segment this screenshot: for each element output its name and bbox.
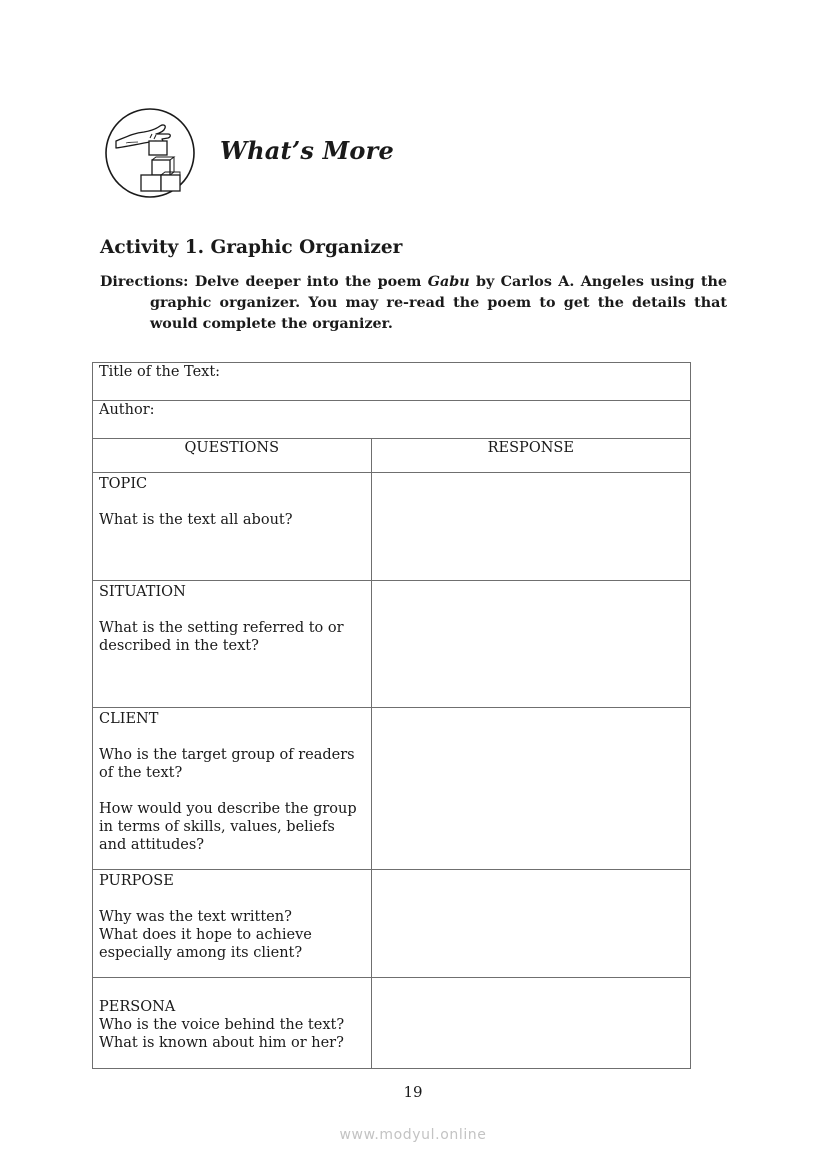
row-label-persona: PERSONA: [99, 999, 176, 1015]
question-cell-topic: [93, 473, 372, 581]
table-row-persona: [93, 978, 691, 1069]
author-row: [93, 401, 691, 439]
header-row: [93, 439, 691, 473]
questions-header: QUESTIONS: [93, 439, 372, 473]
response-cell-situation[interactable]: [371, 581, 690, 708]
question-cell-client: [93, 708, 372, 870]
question-cell-purpose: [93, 870, 372, 978]
hand-stacking-blocks-icon: [104, 107, 196, 199]
question-cell-situation: [93, 581, 372, 708]
poem-title: Gabu: [427, 274, 470, 290]
directions-lead: Directions: Delve deeper into the poem: [100, 274, 428, 290]
table-row-situation: [93, 581, 691, 708]
response-cell-purpose[interactable]: [371, 870, 690, 978]
page-number: 19: [403, 1083, 423, 1101]
row-label-topic: TOPIC: [99, 476, 148, 492]
question-client-2: How would you describe the group in terms of skills, values, beliefs and attitudes?: [99, 801, 357, 853]
response-cell-client[interactable]: [371, 708, 690, 870]
response-cell-persona[interactable]: [371, 978, 690, 1069]
row-label-purpose: PURPOSE: [99, 873, 174, 889]
question-topic-1: What is the text all about?: [99, 512, 293, 528]
row-label-client: CLIENT: [99, 711, 159, 727]
title-of-text-cell[interactable]: Title of the Text:: [93, 363, 691, 401]
question-cell-persona: [93, 978, 372, 1069]
graphic-organizer-table: [92, 362, 691, 1069]
directions: [100, 272, 727, 335]
question-purpose-2: What does it hope to achieve especially among its client?: [99, 927, 312, 961]
directions-rest: by Carlos A. Angeles using the graphic organizer. You may re-read the poem to get the details that would complete the organizer.: [150, 274, 728, 332]
response-cell-topic[interactable]: [371, 473, 690, 581]
question-client-1: Who is the target group of readers of the text?: [99, 747, 355, 781]
row-label-situation: SITUATION: [99, 584, 186, 600]
author-cell[interactable]: Author:: [93, 401, 691, 439]
question-persona-2: What is known about him or her?: [99, 1035, 344, 1051]
response-header: RESPONSE: [371, 439, 690, 473]
question-situation-1: What is the setting referred to or described in the text?: [99, 620, 344, 654]
watermark: www.modyul.online: [339, 1127, 487, 1143]
question-purpose-1: Why was the text written?: [99, 909, 292, 925]
section-title: What’s More: [220, 136, 394, 165]
title-row: [93, 363, 691, 401]
table-row-purpose: [93, 870, 691, 978]
question-persona-1: Who is the voice behind the text?: [99, 1017, 345, 1033]
activity-title: Activity 1. Graphic Organizer: [100, 237, 403, 258]
table-row-client: [93, 708, 691, 870]
table-row-topic: [93, 473, 691, 581]
